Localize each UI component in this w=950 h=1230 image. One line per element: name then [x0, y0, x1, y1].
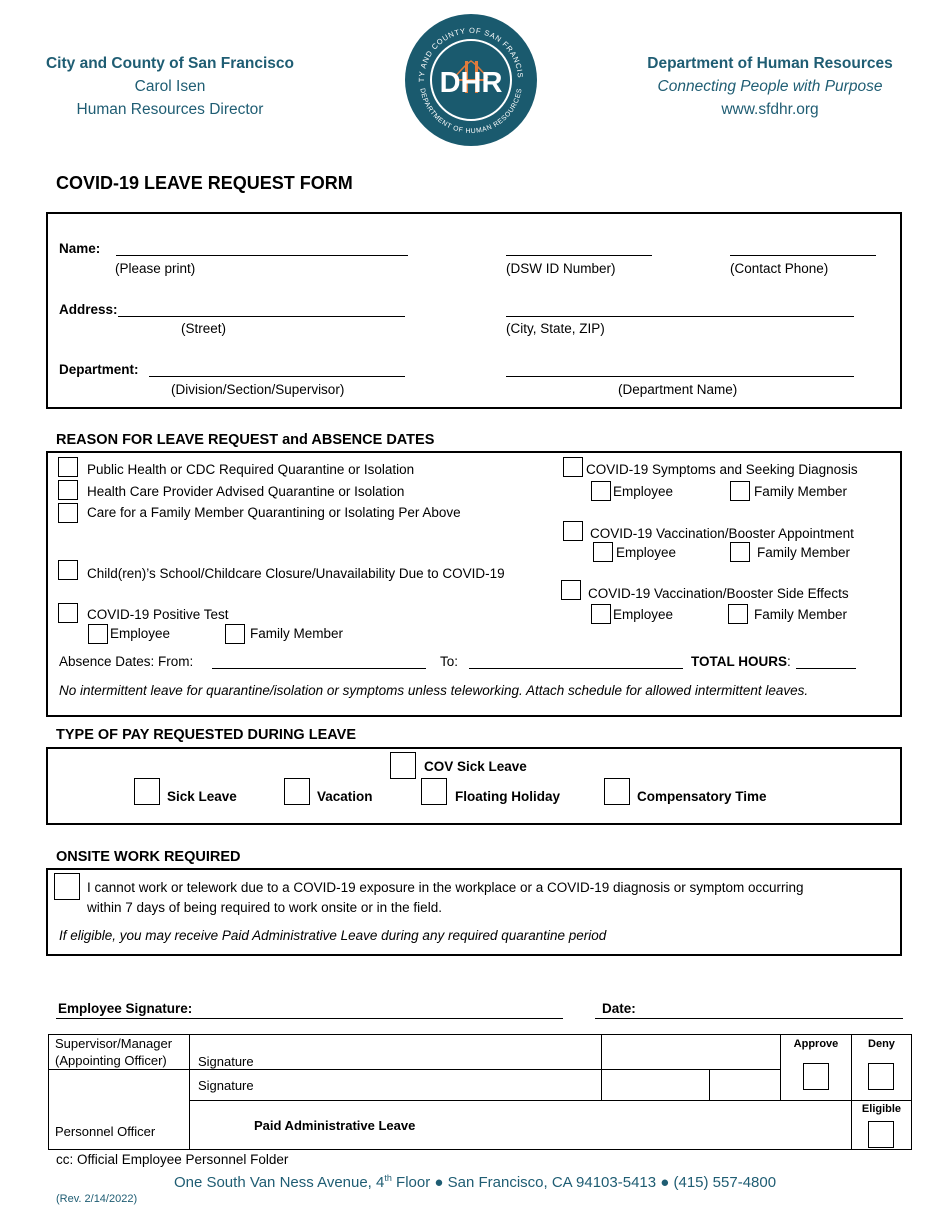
positive-test-family-label: Family Member: [250, 626, 344, 641]
absence-from-input-line[interactable]: [212, 668, 426, 669]
department-name-input-line[interactable]: [506, 376, 854, 377]
logo-ring-top: TY AND COUNTY OF SAN FRANCIS: [416, 25, 526, 83]
name-input-line[interactable]: [116, 255, 408, 256]
approve-cell: [781, 1035, 852, 1101]
symptoms-family-checkbox[interactable]: [730, 481, 750, 501]
vacation-checkbox[interactable]: [284, 778, 310, 805]
eligible-label: Eligible: [861, 1103, 902, 1115]
symptoms-employee-checkbox[interactable]: [591, 481, 611, 501]
symptoms-family-label: Family Member: [754, 484, 848, 499]
vaccination-employee-checkbox[interactable]: [593, 542, 613, 562]
director-title: Human Resources Director: [76, 101, 264, 118]
personnel-signature-label: Signature: [197, 1077, 254, 1093]
positive-test-employee-label: Employee: [110, 626, 171, 641]
footer-address-pre: One South Van Ness Avenue, 4: [173, 1174, 385, 1191]
name-label: Name:: [59, 241, 101, 256]
cov-sick-leave-label: COV Sick Leave: [424, 759, 527, 774]
approve-checkbox[interactable]: [803, 1063, 829, 1090]
street-input-line[interactable]: [118, 316, 405, 317]
vaccination-family-label: Family Member: [757, 545, 851, 560]
absence-to-input-line[interactable]: [469, 668, 683, 669]
deny-checkbox[interactable]: [868, 1063, 894, 1090]
onsite-line-1: I cannot work or telework due to a COVID-19 exposure in the workplace or a COVID-19 diagnosis or symptom occurring: [87, 880, 804, 895]
vaccination-family-checkbox[interactable]: [730, 542, 750, 562]
department-name: Department of Human Resources: [647, 55, 893, 72]
vaccination-appointment-label: COVID-19 Vaccination/Booster Appointment: [590, 526, 854, 541]
side-effects-employee-label: Employee: [613, 607, 674, 622]
date-line[interactable]: [595, 1018, 903, 1019]
city-county-name: City and County of San Francisco: [45, 55, 295, 72]
footer-address-post: Floor ● San Francisco, CA 94103-5413 ● (415) 557-4800: [391, 1174, 777, 1191]
approve-label: Approve: [793, 1038, 839, 1050]
footer-address: [0, 1173, 950, 1191]
dhr-seal-logo: [404, 12, 538, 151]
footer-address-sup: th: [384, 1173, 392, 1183]
dsw-id-input-line[interactable]: [506, 255, 652, 256]
supervisor-label-line2: (Appointing Officer): [55, 1053, 167, 1068]
absence-from-label: Absence Dates: From:: [59, 654, 194, 669]
positive-test-checkbox[interactable]: [58, 603, 78, 623]
division-hint: (Division/Section/Supervisor): [171, 382, 345, 397]
personnel-officer-cell: [49, 1070, 190, 1150]
cc-note: cc: Official Employee Personnel Folder: [56, 1152, 289, 1167]
positive-test-label: COVID-19 Positive Test: [87, 607, 229, 622]
contact-phone-hint: (Contact Phone): [730, 261, 829, 276]
supervisor-label-line1: Supervisor/Manager: [55, 1036, 173, 1051]
eligible-checkbox[interactable]: [868, 1121, 894, 1148]
approval-table: [48, 1034, 912, 1150]
personnel-extra-cell[interactable]: [710, 1070, 781, 1101]
total-hours-colon: :: [787, 654, 791, 669]
childcare-closure-label: Child(ren)’s School/Childcare Closure/Unavailability Due to COVID-19: [87, 566, 505, 581]
positive-test-family-checkbox[interactable]: [225, 624, 245, 644]
contact-phone-input-line[interactable]: [730, 255, 876, 256]
total-hours-input-line[interactable]: [796, 668, 856, 669]
supervisor-label-cell: [49, 1035, 190, 1070]
paid-admin-leave-note: If eligible, you may receive Paid Administrative Leave during any required quarantine period: [59, 928, 607, 943]
eligible-cell: [851, 1101, 911, 1150]
side-effects-family-checkbox[interactable]: [728, 604, 748, 624]
symptoms-diagnosis-checkbox[interactable]: [563, 457, 583, 477]
pay-section-title: TYPE OF PAY REQUESTED DURING LEAVE: [56, 727, 356, 743]
intermittent-leave-note: No intermittent leave for quarantine/isolation or symptoms unless teleworking. Attach schedule for allowed intermittent leaves.: [59, 683, 809, 698]
supervisor-signature-cell[interactable]: [189, 1035, 601, 1070]
revision-date: (Rev. 2/14/2022): [56, 1193, 138, 1205]
city-state-zip-hint: (City, State, ZIP): [506, 321, 605, 336]
logo-ring-bottom: DEPARTMENT OF HUMAN RESOURCES: [418, 87, 524, 136]
department-name-hint: (Department Name): [618, 382, 738, 397]
floating-holiday-checkbox[interactable]: [421, 778, 447, 805]
absence-to-label: To:: [440, 654, 459, 669]
vacation-label: Vacation: [317, 789, 373, 804]
provider-advised-checkbox[interactable]: [58, 480, 78, 500]
header-left: [20, 52, 320, 121]
supervisor-date-cell[interactable]: [602, 1035, 781, 1070]
street-hint: (Street): [181, 321, 227, 336]
positive-test-employee-checkbox[interactable]: [88, 624, 108, 644]
logo-text: DHR: [439, 67, 503, 99]
sick-leave-checkbox[interactable]: [134, 778, 160, 805]
personnel-date-cell[interactable]: [602, 1070, 710, 1101]
onsite-section-title: ONSITE WORK REQUIRED: [56, 849, 241, 865]
total-hours-label: [691, 654, 791, 669]
provider-advised-label: Health Care Provider Advised Quarantine or Isolation: [87, 484, 405, 499]
reason-section-title: REASON FOR LEAVE REQUEST and ABSENCE DATES: [56, 432, 435, 448]
employee-info-box: [46, 212, 902, 409]
quarantine-cdc-label: Public Health or CDC Required Quarantine or Isolation: [87, 462, 415, 477]
header-right: [620, 52, 920, 121]
city-state-zip-input-line[interactable]: [506, 316, 854, 317]
department-tagline: Connecting People with Purpose: [657, 78, 883, 95]
compensatory-time-checkbox[interactable]: [604, 778, 630, 805]
vaccination-employee-label: Employee: [616, 545, 677, 560]
pal-cell: [189, 1101, 851, 1150]
address-label: Address:: [59, 302, 118, 317]
pal-label: Paid Administrative Leave: [253, 1117, 416, 1133]
supervisor-signature-label: Signature: [197, 1054, 254, 1069]
name-hint: (Please print): [115, 261, 196, 276]
family-care-label: Care for a Family Member Quarantining or Isolating Per Above: [87, 505, 461, 520]
symptoms-employee-label: Employee: [613, 484, 674, 499]
onsite-exposure-checkbox[interactable]: [54, 873, 80, 900]
family-care-checkbox[interactable]: [58, 503, 78, 523]
deny-cell: [851, 1035, 911, 1101]
division-input-line[interactable]: [149, 376, 405, 377]
compensatory-time-label: Compensatory Time: [637, 789, 767, 804]
dsw-id-hint: (DSW ID Number): [506, 261, 616, 276]
quarantine-cdc-checkbox[interactable]: [58, 457, 78, 477]
childcare-closure-checkbox[interactable]: [58, 560, 78, 580]
department-website: www.sfdhr.org: [721, 101, 819, 118]
symptoms-diagnosis-label: COVID-19 Symptoms and Seeking Diagnosis: [586, 462, 858, 477]
onsite-line-2: within 7 days of being required to work onsite or in the field.: [87, 900, 442, 915]
director-name: Carol Isen: [134, 78, 206, 95]
total-hours-text: TOTAL HOURS: [691, 654, 788, 669]
side-effects-employee-checkbox[interactable]: [591, 604, 611, 624]
employee-signature-line[interactable]: [56, 1018, 563, 1019]
side-effects-family-label: Family Member: [754, 607, 848, 622]
department-label: Department:: [59, 362, 139, 377]
side-effects-label: COVID-19 Vaccination/Booster Side Effects: [588, 586, 849, 601]
sick-leave-label: Sick Leave: [167, 789, 237, 804]
date-label: Date:: [602, 1001, 636, 1016]
floating-holiday-label: Floating Holiday: [455, 789, 561, 804]
cov-sick-leave-checkbox[interactable]: [390, 752, 416, 779]
personnel-signature-cell[interactable]: [189, 1070, 601, 1101]
form-title: COVID-19 LEAVE REQUEST FORM: [56, 173, 353, 193]
deny-label: Deny: [868, 1038, 895, 1050]
personnel-officer-label: Personnel Officer: [55, 1124, 156, 1139]
employee-signature-label: Employee Signature:: [58, 1001, 193, 1016]
vaccination-appointment-checkbox[interactable]: [563, 521, 583, 541]
side-effects-checkbox[interactable]: [561, 580, 581, 600]
